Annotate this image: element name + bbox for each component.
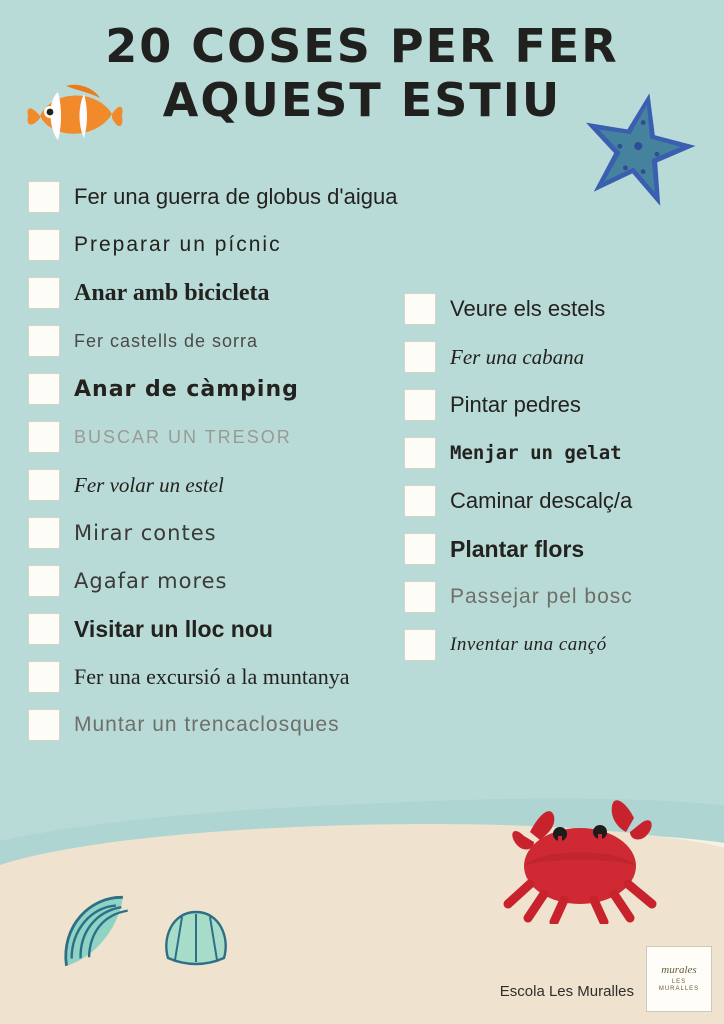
checkbox[interactable] — [28, 709, 60, 741]
list-item[interactable] — [404, 290, 704, 328]
list-item[interactable] — [404, 530, 704, 568]
list-item-label: Fer una excursió a la muntanya — [74, 664, 350, 689]
checkbox[interactable] — [28, 373, 60, 405]
title-line-1: 20 COSES PER FER — [105, 19, 619, 73]
list-item[interactable] — [28, 610, 428, 648]
list-item-label: Anar de càmping — [74, 376, 299, 402]
list-item[interactable] — [28, 322, 428, 360]
checkbox[interactable] — [28, 517, 60, 549]
checkbox[interactable] — [404, 629, 436, 661]
checkbox[interactable] — [28, 565, 60, 597]
scallop-shell-icon — [158, 904, 234, 974]
list-item-label: Visitar un lloc nou — [74, 615, 273, 642]
list-item-label: Plantar flors — [450, 535, 585, 562]
list-item-label: Fer volar un estel — [74, 472, 224, 497]
list-item-label: Veure els estels — [450, 296, 606, 321]
checkbox[interactable] — [28, 661, 60, 693]
list-item[interactable] — [404, 482, 704, 520]
checkbox[interactable] — [28, 613, 60, 645]
checkbox[interactable] — [404, 533, 436, 565]
list-item[interactable] — [404, 338, 704, 376]
checkbox[interactable] — [28, 181, 60, 213]
list-item[interactable] — [28, 658, 428, 696]
checkbox[interactable] — [404, 581, 436, 613]
list-item-label: Pintar pedres — [450, 392, 581, 417]
list-item-label: Inventar una cançó — [450, 634, 607, 655]
footer-credit: Escola Les Muralles — [499, 983, 634, 1000]
logo-script-text: murales — [661, 963, 697, 976]
list-item-label: Fer una guerra de globus d'aigua — [74, 184, 398, 209]
list-item[interactable] — [404, 434, 704, 472]
list-item[interactable] — [28, 226, 428, 264]
page-title — [0, 19, 724, 127]
list-item-label: Fer una cabana — [450, 344, 585, 369]
list-item-label: Menjar un gelat — [450, 442, 622, 464]
checkbox[interactable] — [404, 341, 436, 373]
list-item-label: Anar amb bicicleta — [74, 279, 270, 306]
checkbox[interactable] — [28, 469, 60, 501]
list-item-label: Muntar un trencaclosques — [74, 713, 340, 736]
checkbox[interactable] — [404, 437, 436, 469]
checklist-column-right — [404, 290, 704, 674]
checkbox[interactable] — [404, 389, 436, 421]
list-item-label: Mirar contes — [74, 521, 217, 545]
title-line-2: AQUEST ESTIU — [162, 72, 562, 127]
logo-name-text: LES MURALLES — [658, 978, 700, 992]
checkbox[interactable] — [28, 277, 60, 309]
checkbox[interactable] — [404, 293, 436, 325]
list-item-label: Agafar mores — [74, 569, 228, 593]
list-item-label: Preparar un pícnic — [74, 233, 282, 256]
list-item[interactable] — [28, 418, 428, 456]
checkbox[interactable] — [28, 325, 60, 357]
list-item[interactable] — [28, 706, 428, 744]
school-logo — [646, 946, 712, 1012]
list-item-label: Passejar pel bosc — [450, 585, 633, 608]
list-item[interactable] — [28, 178, 428, 216]
crab-icon — [494, 774, 664, 928]
spiral-shell-icon — [48, 892, 144, 976]
checkbox[interactable] — [28, 421, 60, 453]
checkbox[interactable] — [404, 485, 436, 517]
list-item[interactable] — [28, 466, 428, 504]
list-item[interactable] — [404, 386, 704, 424]
list-item[interactable] — [28, 514, 428, 552]
list-item[interactable] — [28, 562, 428, 600]
checkbox[interactable] — [28, 229, 60, 261]
list-item[interactable] — [28, 274, 428, 312]
list-item-label: Fer castells de sorra — [74, 330, 259, 351]
list-item[interactable] — [404, 578, 704, 616]
list-item[interactable] — [28, 370, 428, 408]
checklist-column-left — [28, 178, 428, 754]
list-item-label: BUSCAR UN TRESOR — [74, 426, 292, 447]
list-item-label: Caminar descalç/a — [450, 488, 633, 513]
list-item[interactable] — [404, 626, 704, 664]
